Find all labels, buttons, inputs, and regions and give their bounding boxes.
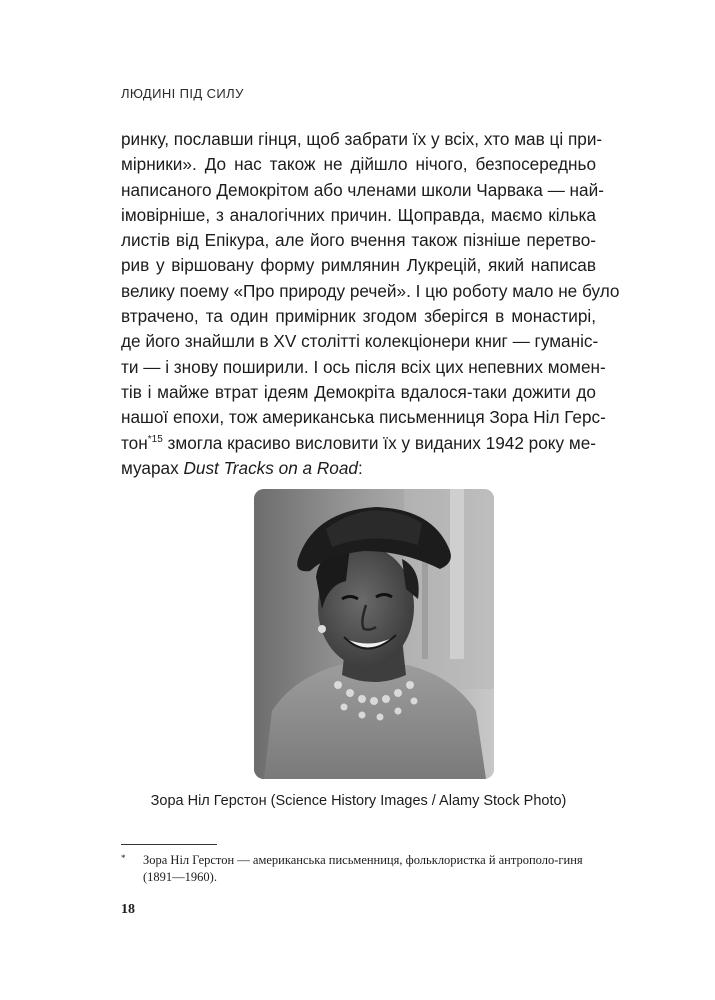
text-fragment: тон (121, 432, 148, 453)
footnote-mark: * (121, 853, 126, 863)
text-line: ти — і знову поширили. І ось після всіх цих непевних момен- (121, 356, 606, 377)
text-line: ринку, пославши гінця, щоб забрати їх у всіх, хто мав ці при- (121, 129, 603, 149)
text-line (121, 431, 596, 456)
portrait-illustration (254, 489, 494, 779)
text-fragment: змогла красиво висловити їх у виданих 1942 року ме- (162, 432, 596, 453)
text-line: велику поему «Про природу речей». І цю роботу мало не було (121, 280, 620, 301)
book-title: Dust Tracks on a Road (183, 457, 358, 478)
text-line (121, 456, 596, 481)
portrait-photo (254, 489, 494, 779)
footnote-text: Зора Ніл Герстон — американська письменниця, фольклористка й антрополо-гиня (1891—1960). (143, 853, 583, 884)
text-line: мірники». До нас також не дійшло нічого, безпосередньо (121, 154, 596, 175)
text-line: втрачено, та один примірник згодом зберігся в монастирі, (121, 306, 596, 327)
figure-caption: Зора Ніл Герстон (Science History Images / Alamy Stock Photo) (150, 793, 567, 809)
body-paragraph (121, 127, 620, 481)
text-line: написаного Демокрітом або членами школи Чарвака — най- (121, 179, 604, 200)
text-line: тів і майже втрат ідеям Демокріта вдалося-таки дожити до (121, 381, 596, 402)
text-line: де його знайшли в XV столітті колекціонери книг — гуманіс- (121, 331, 599, 352)
text-line: імовірніше, з аналогічних причин. Щоправда, маємо кілька (121, 204, 596, 225)
text-line: рив у віршовану форму римлянин Лукрецій, який написав (121, 255, 596, 276)
footnote-reference[interactable]: *15 (147, 433, 163, 445)
running-header: ЛЮДИНІ ПІД СИЛУ (121, 86, 244, 101)
footnote (121, 852, 596, 886)
text-fragment: муарах (121, 457, 184, 478)
footnote-divider (121, 844, 217, 845)
page-number: 18 (121, 902, 135, 917)
text-line: листів від Епікура, але його вчення також пізніше перетво- (121, 230, 596, 251)
text-line: нашої епохи, тож американська письменниця Зора Ніл Герс- (121, 407, 606, 428)
text-fragment: : (357, 457, 363, 478)
